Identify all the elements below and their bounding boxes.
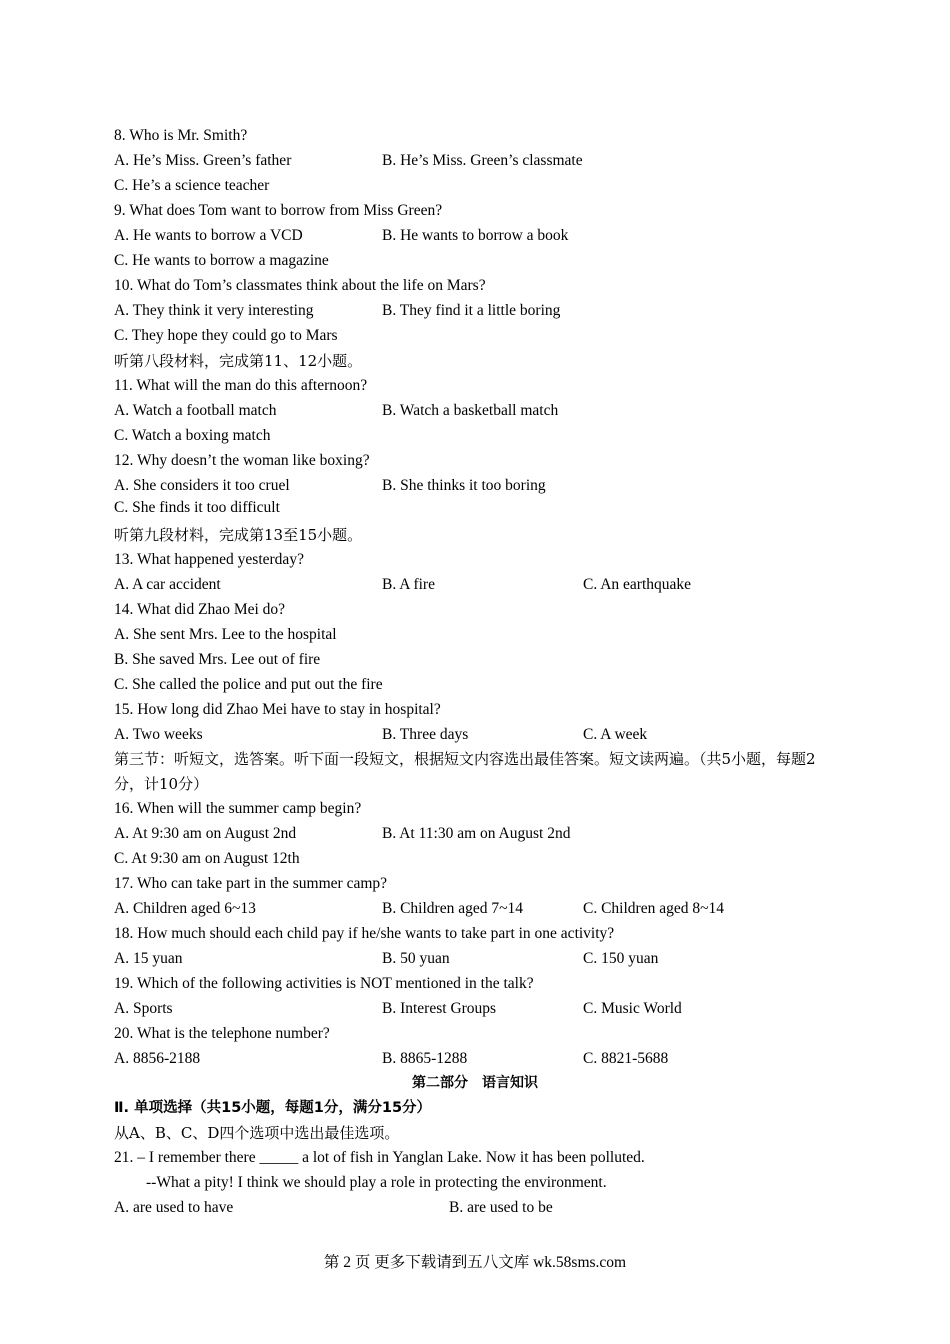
question-19-option-b: B. Interest Groups: [382, 1000, 497, 1017]
question-20-stem: 20. What is the telephone number?: [114, 1025, 330, 1042]
question-19-stem: 19. Which of the following activities is NOT mentioned in the talk?: [114, 975, 534, 992]
question-20-option-a: A. 8856-2188: [114, 1050, 201, 1067]
question-15-option-b: B. Three days: [382, 726, 469, 743]
question-16-option-b: B. At 11:30 am on August 2nd: [382, 825, 571, 842]
question-11-stem: 11. What will the man do this afternoon?: [114, 377, 368, 394]
question-19-option-a: A. Sports: [114, 1000, 173, 1017]
question-20-option-c: C. 8821-5688: [583, 1050, 669, 1067]
question-13-option-c: C. An earthquake: [583, 576, 692, 593]
question-18-stem: 18. How much should each child pay if he/she wants to take part in one activity?: [114, 925, 615, 942]
question-17-option-a: A. Children aged 6~13: [114, 900, 256, 917]
question-12-option-a: A. She considers it too cruel: [114, 477, 290, 494]
question-14-stem: 14. What did Zhao Mei do?: [114, 601, 286, 618]
page-footer: 第 2 页 更多下载请到五八文库 wk.58sms.com: [323, 1254, 627, 1271]
question-16-option-a: A. At 9:30 am on August 2nd: [114, 825, 297, 842]
question-12-stem: 12. Why doesn’t the woman like boxing?: [114, 452, 370, 469]
question-15-option-a: A. Two weeks: [114, 726, 203, 743]
question-12-option-b: B. She thinks it too boring: [382, 477, 546, 494]
question-9-option-a: A. He wants to borrow a VCD: [114, 227, 303, 244]
question-20-option-b: B. 8865-1288: [382, 1050, 468, 1067]
question-18-option-c: C. 150 yuan: [583, 950, 659, 967]
question-12-option-c: C. She finds it too difficult: [114, 499, 280, 516]
question-21-line-2: --What a pity! I think we should play a role in protecting the environment.: [146, 1174, 607, 1191]
question-19-option-c: C. Music World: [583, 1000, 682, 1017]
question-10-stem: 10. What do Tom’s classmates think about the life on Mars?: [114, 277, 486, 294]
question-14-option-a: A. She sent Mrs. Lee to the hospital: [114, 626, 337, 643]
question-10-option-b: B. They find it a little boring: [382, 302, 561, 319]
question-15-stem: 15. How long did Zhao Mei have to stay in hospital?: [114, 701, 441, 718]
question-17-option-c: C. Children aged 8~14: [583, 900, 724, 917]
question-17-stem: 17. Who can take part in the summer camp?: [114, 875, 388, 892]
question-13-option-b: B. A fire: [382, 576, 435, 593]
question-14-option-c: C. She called the police and put out the fire: [114, 676, 383, 693]
question-21-option-a: A. are used to have: [114, 1199, 234, 1216]
part-2-title: 第二部分 语言知识: [412, 1075, 538, 1091]
question-10-option-c: C. They hope they could go to Mars: [114, 327, 338, 344]
question-14-option-b: B. She saved Mrs. Lee out of fire: [114, 651, 321, 668]
question-15-option-c: C. A week: [583, 726, 648, 743]
question-18-option-a: A. 15 yuan: [114, 950, 183, 967]
question-16-stem: 16. When will the summer camp begin?: [114, 800, 362, 817]
question-8-option-a: A. He’s Miss. Green’s father: [114, 152, 292, 169]
question-9-stem: 9. What does Tom want to borrow from Miss Green?: [114, 202, 443, 219]
question-11-option-b: B. Watch a basketball match: [382, 402, 559, 419]
question-10-option-a: A. They think it very interesting: [114, 302, 314, 319]
instruction-section-8: 听第八段材料，完成第11、12小题。: [114, 352, 363, 370]
part-2-instruction: 从A、B、C、D四个选项中选出最佳选项。: [114, 1124, 400, 1142]
question-8-option-b: B. He’s Miss. Green’s classmate: [382, 152, 583, 169]
section-3-instruction: 第三节：听短文，选答案。听下面一段短文，根据短文内容选出最佳答案。短文读两遍。（共5小题，每题2分，计10分）: [114, 750, 816, 793]
question-16-option-c: C. At 9:30 am on August 12th: [114, 850, 300, 867]
question-11-option-a: A. Watch a football match: [114, 402, 277, 419]
question-11-option-c: C. Watch a boxing match: [114, 427, 271, 444]
instruction-section-9: 听第九段材料，完成第13至15小题。: [114, 526, 363, 544]
question-9-option-c: C. He wants to borrow a magazine: [114, 252, 329, 269]
question-8-option-c: C. He’s a science teacher: [114, 177, 270, 194]
question-13-stem: 13. What happened yesterday?: [114, 551, 304, 568]
question-17-option-b: B. Children aged 7~14: [382, 900, 523, 917]
question-8-stem: 8. Who is Mr. Smith?: [114, 127, 248, 144]
question-18-option-b: B. 50 yuan: [382, 950, 450, 967]
question-21-option-b: B. are used to be: [449, 1199, 553, 1216]
question-21-line-1: 21. – I remember there _____ a lot of fish in Yanglan Lake. Now it has been polluted.: [114, 1149, 645, 1166]
question-9-option-b: B. He wants to borrow a book: [382, 227, 569, 244]
part-2-section-heading: Ⅱ. 单项选择（共15小题，每题1分，满分15分）: [114, 1100, 432, 1116]
question-13-option-a: A. A car accident: [114, 576, 221, 593]
